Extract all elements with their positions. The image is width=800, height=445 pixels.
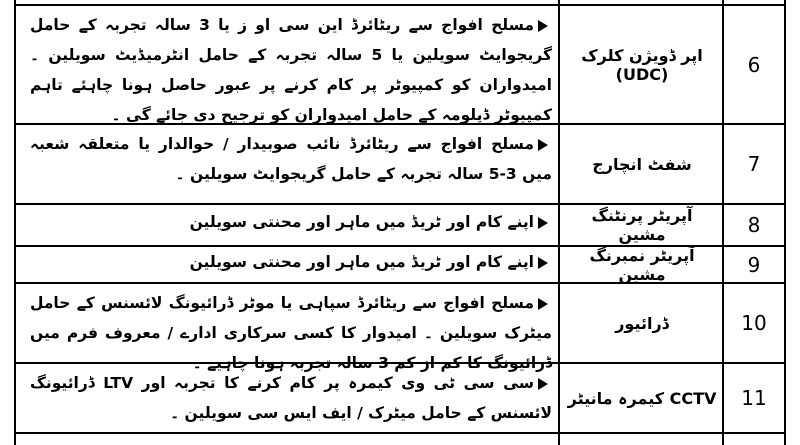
requirements — [16, 205, 564, 245]
requirements-text: مسلح افواج سے ریٹائرڈ سپاہی یا موٹر ڈرائیونگ لائسنس کے حامل میٹرک سویلین ۔ امیدوار کا کسی سرکاری ادارے / معروف فرم میں ڈرائیونگ کا کم از کم 3 سالہ تجربہ ہونا چاہیے ۔ — [30, 294, 552, 372]
requirements — [16, 6, 564, 123]
table-row — [16, 125, 784, 203]
requirements-text: مسلح افواج سے ریٹائرڈ این سی او ز یا 3 سالہ تجربہ کے حامل گریجوایٹ سویلین یا 5 سالہ تجربہ کے حامل انٹرمیڈیٹ سویلین ۔ امیدواران کو کمپیوٹر پر کام کرنے پر عبور حاصل ہونا چاہئے تاہم کمپیوٹر ڈپلومہ کے حامل امیدواران کو ترجیح دی جائے گی ۔ — [30, 16, 552, 124]
table-row — [16, 6, 784, 123]
arrow-bullet-icon — [538, 139, 548, 151]
requirements — [16, 247, 564, 282]
requirements-text: اپنے کام اور ٹریڈ میں ماہر اور محنتی سویلین — [189, 253, 534, 271]
post-title: اپر ڈویژن کلرک (UDC) — [581, 45, 703, 84]
row-divider — [16, 432, 784, 434]
table-row — [16, 247, 784, 282]
row-number: 6 — [747, 52, 761, 77]
arrow-bullet-icon — [538, 217, 548, 229]
table-row — [16, 364, 784, 432]
arrow-bullet-icon — [538, 378, 548, 390]
requirements-text: اپنے کام اور ٹریڈ میں ماہر اور محنتی سویلین — [189, 213, 534, 231]
table-row — [16, 284, 784, 372]
arrow-bullet-icon — [538, 257, 548, 269]
table-row — [16, 205, 784, 245]
post-title: CCTV کیمرہ مانیٹر — [567, 388, 717, 408]
requirements — [16, 125, 564, 203]
row-number: 10 — [741, 311, 767, 335]
arrow-bullet-icon — [538, 20, 548, 32]
row-number: 11 — [741, 386, 767, 410]
requirements — [16, 364, 564, 432]
requirements-text: مسلح افواج سے ریٹائرڈ نائب صوبیدار / حوالدار یا متعلقہ شعبہ میں 3-5 سالہ تجربہ کے حامل گریجوایٹ سویلین ۔ — [30, 135, 552, 183]
row-number: 8 — [747, 213, 761, 237]
row-number: 7 — [747, 152, 761, 176]
requirements — [16, 284, 564, 372]
job-requirements-table — [14, 0, 786, 445]
arrow-bullet-icon — [538, 298, 548, 310]
row-number: 9 — [747, 252, 761, 277]
post-title: ڈرائیور — [615, 313, 669, 333]
post-title: آپریٹر نمبرنگ مشین — [589, 245, 695, 284]
requirements-text: سی سی ٹی وی کیمرہ پر کام کرنے کا تجربہ اور LTV ڈرائیونگ لائسنس کے حامل میٹرک / ایف ایس سی سویلین ۔ — [30, 374, 552, 422]
post-title: شفٹ انچارج — [592, 154, 692, 174]
post-title: آپریٹر پرنٹنگ مشین — [591, 206, 693, 244]
